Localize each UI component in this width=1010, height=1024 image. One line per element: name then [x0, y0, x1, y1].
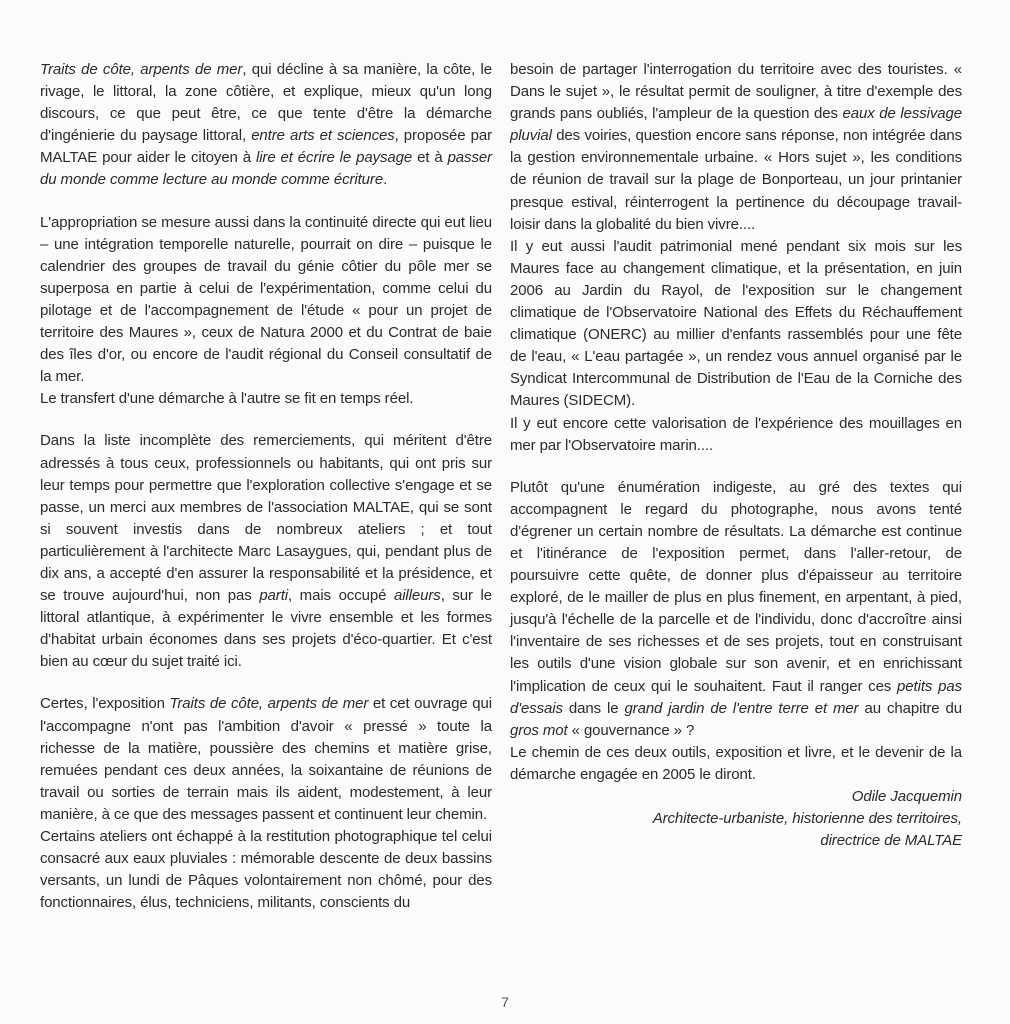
paragraph-intro: Traits de côte, arpents de mer, qui décline à sa manière, la côte, le rivage, le littoral, la zone côtière, et explique, mieux qu'un long discours, ce que peut être, ce que tente d'être la démarche d'ingénierie du paysage littoral, entre arts et sciences, proposée par MALTAE pour aider le citoyen à lire et écrire le paysage et à passer du monde comme lecture au monde comme écriture. [40, 61, 492, 189]
paragraph-observatoire: Il y eut encore cette valorisation de l'expérience des mouillages en mer par l'Observatoire marin.... [510, 414, 962, 454]
page-number: 7 [501, 994, 509, 1010]
paragraph-remerciements: Dans la liste incomplète des remerciements, qui méritent d'être adressés à tous ceux, professionnels ou habitants, qui ont pris sur leur temps pour permettre que l'exploration collective s'engage et se passe, un merci aux membres de l'association MALTAE, qui se sont si souvent investis dans de nombreux ateliers ; et tout particulièrement à l'architecte Marc Lasaygues, qui, pendant plus de dix ans, a accepté d'en assurer la responsabilité et la présidence, et se trouve aujourd'hui, non pas parti, mais occupé ailleurs, sur le littoral atlantique, à expérimenter le vivre ensemble et les formes d'habitat urbain économes dans ses projets d'éco-quartier. Et c'est bien au cœur du sujet traité ici. [40, 432, 492, 671]
paragraph-conclusion: Le chemin de ces deux outils, exposition et livre, et le devenir de la démarche engagée en 2005 le diront. [510, 743, 962, 783]
paragraph-appropriation: L'appropriation se mesure aussi dans la continuité directe qui eut lieu – une intégration temporelle naturelle, pourrait on dire – puisque le calendrier des groupes de travail du génie côtier du pôle mer se superposa en partie à celui de l'expérimentation, comme celui du pilotage et de l'accompagnement de l'étude « pour un projet de territoire des Maures », ceux de Natura 2000 et du Contrat de baie des îles d'or, ou encore de l'audit régional du Conseil consultatif de la mer. [40, 213, 492, 386]
signature-name: Odile Jacquemin [851, 788, 962, 805]
paragraph-resultats: Plutôt qu'une énumération indigeste, au gré des textes qui accompagnent le regard du photographe, nous avons tenté d'égrener un certain nombre de résultats. La démarche est continue et l'itinérance de l'exposition permet, dans l'aller-retour, de poursuivre cette quête, de donner plus d'épaisseur au territoire exploré, de le mailler de plus en plus finement, en arpentant, à pied, jusqu'à l'échelle de la parcelle et de l'individu, donc d'accroître ainsi l'inventaire de ses richesses et de ses projets, tout en construisant les outils d'une vision globale sur son avenir, et en enrichissant l'implication de ceux qui le souhaitent. Faut il ranger ces petits pas d'essais dans le grand jardin de l'entre terre et mer au chapitre du gros mot « gouvernance » ? [510, 478, 962, 739]
left-column [40, 59, 492, 914]
right-column [510, 59, 962, 852]
paragraph-audit: Il y eut aussi l'audit patrimonial mené pendant six mois sur les Maures face au changement climatique, et la présentation, en juin 2006 au Jardin du Rayol, de l'exposition sur le changement climatique de l'Observatoire National des Effets du Réchauffement climatique (ONERC) au millier d'enfants rassemblés pour une fête de l'eau, « L'eau partagée », un rendez vous annuel organisé par le Syndicat Intercommunal de Distribution de l'Eau de la Corniche des Maures (SIDECM). [510, 237, 962, 410]
paragraph-transfert: Le transfert d'une démarche à l'autre se fit en temps réel. [40, 390, 414, 408]
paragraph-exposition: Certes, l'exposition Traits de côte, arpents de mer et cet ouvrage qui l'accompagne n'ont pas l'ambition d'avoir « pressé » toute la richesse de la matière, poussière des chemins et matière grise, remuées pendant ces deux années, la soixantaine de réunions de travail ou sorties de terrain mais ils aident, modestement, à leur manière, à ce que des messages passent et continuent leur chemin. [40, 695, 493, 823]
signature-title: Architecte-urbaniste, historienne des territoires, [652, 810, 962, 828]
signature-role: directrice de MALTAE [820, 832, 962, 850]
paragraph-besoin: besoin de partager l'interrogation du territoire avec des touristes. « Dans le sujet », le résultat permit de souligner, à titre d'exemple des grands pans oubliés, l'ampleur de la question des eaux de lessivage pluvial des voiries, question encore sans réponse, non intégrée dans la gestion environnementale urbaine. « Hors sujet », les conditions de réunion de travail sur la plage de Bonporteau, un jour printanier presque estival, réinterrogent la pertinence du découpage travail-loisir dans la globalité du bien vivre.... [510, 61, 963, 233]
paragraph-ateliers: Certains ateliers ont échappé à la restitution photographique tel celui consacré aux eaux pluviales : mémorable descente de deux bassins versants, un lundi de Pâques volontairement non chômé, pour des fonctionnaires, élus, techniciens, militants, conscients du [40, 828, 492, 912]
